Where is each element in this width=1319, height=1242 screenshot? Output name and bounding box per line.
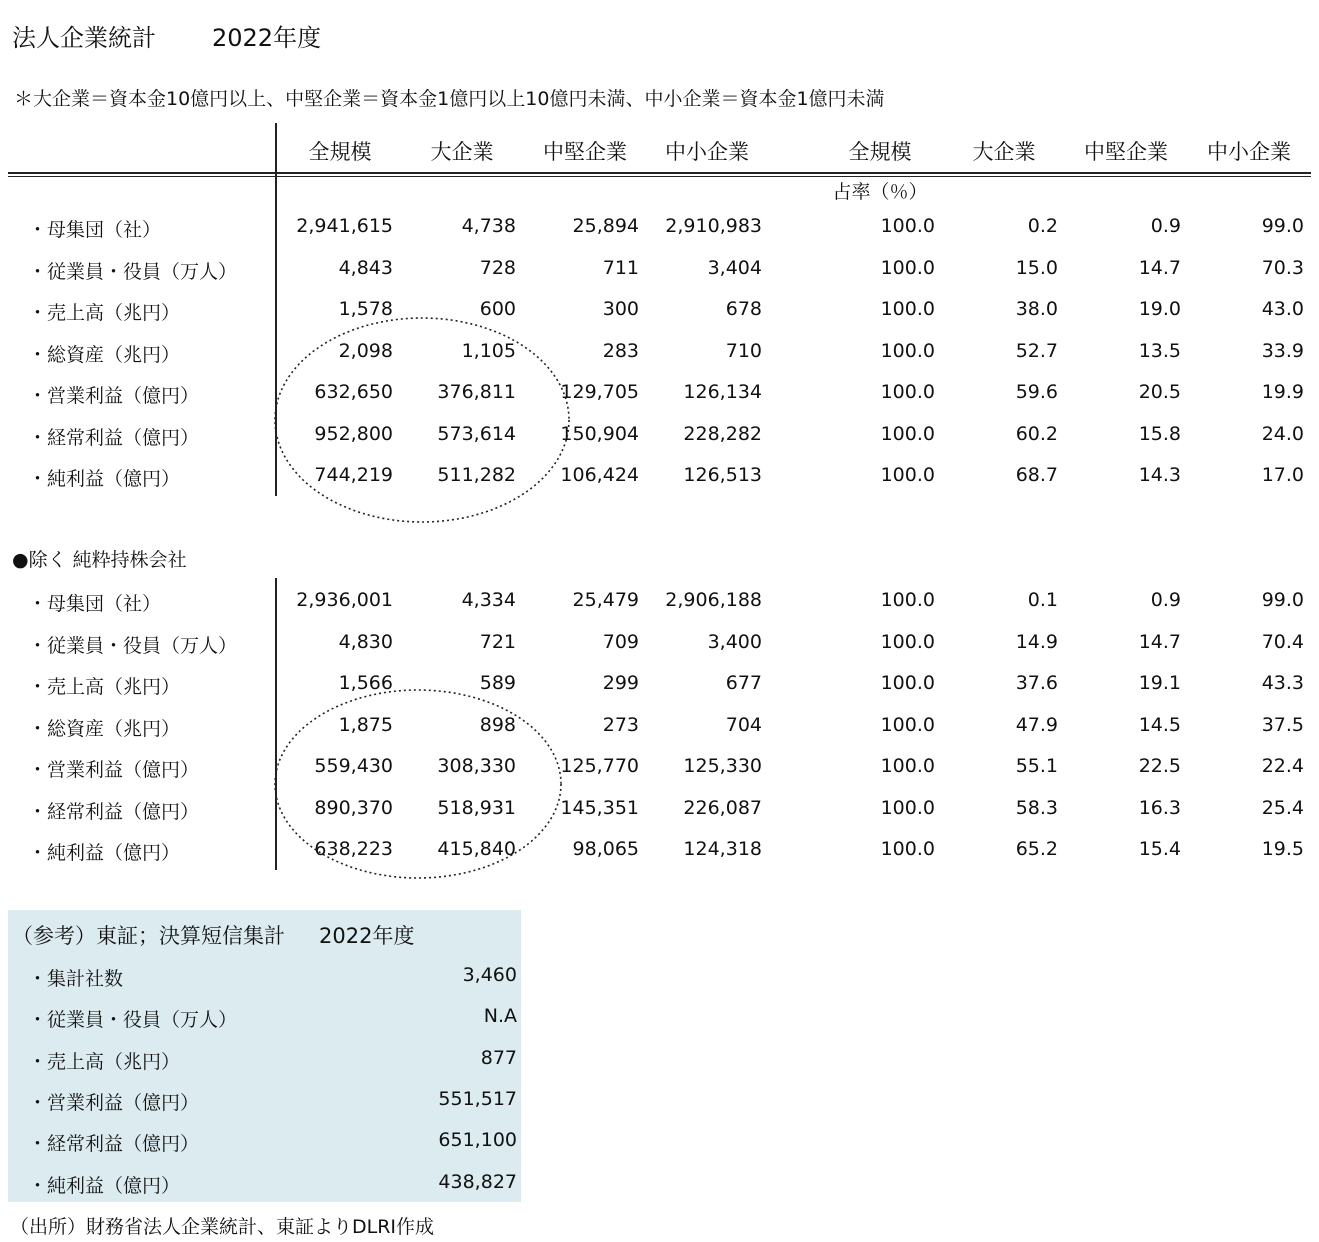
section1-cell: 2,941,615: [296, 215, 393, 237]
section1-cell: 100.0: [880, 298, 935, 320]
section1-cell: 100.0: [880, 422, 935, 445]
section1-row: [0, 249, 1319, 290]
section2-cell: 709: [602, 630, 639, 653]
section2-row-label: ・総資産（兆円）: [28, 717, 181, 740]
section1-cell: 17.0: [1261, 464, 1304, 486]
reference-row-value: 551,517: [438, 1087, 517, 1110]
section2-row: [0, 623, 1319, 664]
section2-cell: 14.7: [1138, 630, 1181, 653]
section2-cell: 273: [602, 713, 639, 736]
section1-row-label: ・営業利益（億円）: [28, 385, 200, 407]
section1-cell: 711: [602, 256, 639, 279]
section2-row-label: ・従業員・役員（万人）: [28, 634, 238, 657]
section1-cell: 25,894: [572, 215, 639, 237]
section2-cell: 19.1: [1138, 672, 1181, 694]
section2-cell: 100.0: [880, 755, 935, 777]
section2-cell: 125,770: [560, 755, 639, 777]
section2-cell: 124,318: [683, 838, 762, 860]
section1-cell: 728: [479, 256, 516, 279]
section2-row-label: ・純利益（億円）: [28, 842, 181, 864]
section2-cell: 559,430: [314, 755, 393, 777]
section2-cell: 99.0: [1261, 589, 1304, 611]
section1-cell: 600: [479, 298, 516, 320]
section1-cell: 1,105: [461, 339, 516, 362]
reference-row-value: N.A: [483, 1005, 517, 1028]
reference-title: [12, 920, 414, 950]
section2-cell: 65.2: [1015, 838, 1058, 860]
section1-row: [0, 415, 1319, 456]
section1-cell: 952,800: [314, 422, 393, 445]
section1-cell: 14.3: [1138, 464, 1181, 486]
section2-cell: 704: [725, 713, 762, 736]
section2-row: [0, 664, 1319, 705]
section2-cell: 58.3: [1015, 796, 1058, 819]
section1-cell: 99.0: [1261, 215, 1304, 237]
section2-cell: 22.4: [1261, 755, 1304, 777]
reference-title-text: （参考）東証；決算短信集計: [12, 924, 285, 948]
header-share-small: 中小企業: [1207, 140, 1291, 164]
section2-cell: 721: [479, 630, 516, 653]
section1-cell: 68.7: [1015, 464, 1058, 486]
section1-cell: 15.8: [1138, 422, 1181, 445]
section2-cell: 25.4: [1261, 796, 1304, 819]
section1-cell: 4,738: [461, 215, 516, 237]
section1-row: [0, 456, 1319, 497]
section1-cell: 126,134: [683, 381, 762, 403]
section2-cell: 100.0: [880, 838, 935, 860]
section1-cell: 0.9: [1150, 215, 1181, 237]
section1-cell: 678: [725, 298, 762, 320]
reference-row-label: ・営業利益（億円）: [28, 1091, 200, 1114]
section2-cell: 1,566: [338, 672, 393, 694]
reference-row-label: ・経常利益（億円）: [28, 1133, 200, 1156]
section1-row-label: ・経常利益（億円）: [28, 426, 200, 449]
section1-cell: 376,811: [437, 381, 516, 403]
section2-row: [0, 789, 1319, 830]
section1-cell: 126,513: [683, 464, 762, 486]
section2-row: [0, 830, 1319, 871]
section2-row: [0, 581, 1319, 622]
section1-cell: 24.0: [1261, 422, 1304, 445]
section1-cell: 70.3: [1261, 256, 1304, 279]
section2-cell: 415,840: [437, 838, 516, 860]
section2-cell: 47.9: [1015, 713, 1058, 736]
section1-row-label: ・母集団（社）: [28, 219, 162, 241]
section1-cell: 20.5: [1138, 381, 1181, 403]
section2-cell: 125,330: [683, 755, 762, 777]
reference-row: [8, 1163, 521, 1204]
section1-cell: 150,904: [560, 422, 639, 445]
section1-row: [0, 332, 1319, 373]
section1-cell: 3,404: [707, 256, 762, 279]
section1-row: [0, 373, 1319, 414]
page-title: [12, 18, 321, 53]
section1-cell: 100.0: [880, 464, 935, 486]
section2-cell: 43.3: [1261, 672, 1304, 694]
section2-cell: 589: [479, 672, 516, 694]
reference-row-label: ・従業員・役員（万人）: [28, 1009, 238, 1032]
section1-cell: 106,424: [560, 464, 639, 486]
definition-note: ＊大企業＝資本金10億円以上、中堅企業＝資本金1億円以上10億円未満、中小企業＝資本金1億円未満: [14, 88, 885, 110]
section1-row-label: ・売上高（兆円）: [28, 302, 181, 324]
section1-cell: 19.9: [1261, 381, 1304, 403]
section2-row-label: ・営業利益（億円）: [28, 759, 200, 781]
reference-row: [8, 1039, 521, 1080]
section1-cell: 43.0: [1261, 298, 1304, 320]
reference-row-label: ・純利益（億円）: [28, 1174, 181, 1197]
section2-cell: 100.0: [880, 630, 935, 653]
section1-cell: 52.7: [1015, 339, 1058, 362]
section2-row-label: ・経常利益（億円）: [28, 800, 200, 823]
section2-cell: 14.9: [1015, 630, 1058, 653]
section2-cell: 37.6: [1015, 672, 1058, 694]
section1-cell: 59.6: [1015, 381, 1058, 403]
title-year: 2022年度: [212, 24, 322, 52]
section1-cell: 511,282: [437, 464, 516, 486]
section2-cell: 145,351: [560, 796, 639, 819]
reference-row-label: ・集計社数: [28, 968, 124, 990]
header-share-large: 大企業: [972, 140, 1036, 164]
reference-row-value: 3,460: [462, 964, 517, 986]
section1-cell: 300: [602, 298, 639, 320]
section2-cell: 25,479: [572, 589, 639, 611]
section2-cell: 100.0: [880, 672, 935, 694]
section1-cell: 744,219: [314, 464, 393, 486]
reference-row: [8, 997, 521, 1038]
section1-cell: 100.0: [880, 381, 935, 403]
reference-row-value: 651,100: [438, 1129, 517, 1152]
section1-row-label: ・総資産（兆円）: [28, 343, 181, 366]
header-rule-top: [8, 172, 1311, 174]
section2-title: ●除く 純粋持株会社: [12, 549, 187, 571]
reference-row-value: 877: [480, 1046, 517, 1069]
section2-row: [0, 706, 1319, 747]
section1-row: [0, 207, 1319, 248]
header-share-all: 全規模: [848, 140, 912, 164]
section1-cell: 100.0: [880, 339, 935, 362]
section2-cell: 890,370: [314, 796, 393, 819]
reference-row-value: 438,827: [438, 1170, 517, 1193]
section1-row: [0, 290, 1319, 331]
section2-cell: 4,830: [338, 630, 393, 653]
section2-cell: 100.0: [880, 713, 935, 736]
section2-row: [0, 747, 1319, 788]
section1-cell: 33.9: [1261, 339, 1304, 362]
reference-row: [8, 956, 521, 997]
reference-row: [8, 1080, 521, 1121]
section2-cell: 2,906,188: [665, 589, 762, 611]
section2-cell: 299: [602, 672, 639, 694]
section1-cell: 129,705: [560, 381, 639, 403]
header-small: 中小企業: [665, 140, 749, 164]
section2-cell: 1,875: [338, 713, 393, 736]
section1-cell: 632,650: [314, 381, 393, 403]
section1-cell: 15.0: [1015, 256, 1058, 279]
section1-cell: 19.0: [1138, 298, 1181, 320]
section2-cell: 22.5: [1138, 755, 1181, 777]
section2-cell: 0.9: [1150, 589, 1181, 611]
header-share-mid: 中堅企業: [1084, 140, 1168, 164]
section2-cell: 898: [479, 713, 516, 736]
section1-cell: 0.2: [1027, 215, 1058, 237]
section2-cell: 15.4: [1138, 838, 1181, 860]
section2-cell: 4,334: [461, 589, 516, 611]
section1-cell: 4,843: [338, 256, 393, 279]
section2-cell: 677: [725, 672, 762, 694]
section2-cell: 37.5: [1261, 713, 1304, 736]
section2-cell: 308,330: [437, 755, 516, 777]
source-note: （出所）財務省法人企業統計、東証よりDLRI作成: [10, 1216, 435, 1238]
title-text: 法人企業統計: [12, 24, 156, 52]
section2-cell: 100.0: [880, 589, 935, 611]
header-large: 大企業: [430, 140, 494, 164]
section2-cell: 0.1: [1027, 589, 1058, 611]
section1-cell: 14.7: [1138, 256, 1181, 279]
section2-cell: 19.5: [1261, 838, 1304, 860]
section1-cell: 100.0: [880, 256, 935, 279]
section1-cell: 573,614: [437, 422, 516, 445]
section1-cell: 13.5: [1138, 339, 1181, 362]
section1-row-label: ・純利益（億円）: [28, 468, 181, 490]
section2-cell: 70.4: [1261, 630, 1304, 653]
section2-cell: 14.5: [1138, 713, 1181, 736]
reference-year: 2022年度: [319, 924, 415, 948]
section2-row-label: ・母集団（社）: [28, 593, 162, 615]
section1-cell: 2,098: [338, 339, 393, 362]
section2-cell: 16.3: [1138, 796, 1181, 819]
section1-row-label: ・従業員・役員（万人）: [28, 260, 238, 283]
section1-cell: 228,282: [683, 422, 762, 445]
section2-cell: 55.1: [1015, 755, 1058, 777]
reference-row-label: ・売上高（兆円）: [28, 1050, 181, 1073]
section1-cell: 2,910,983: [665, 215, 762, 237]
section2-cell: 518,931: [437, 796, 516, 819]
section2-cell: 100.0: [880, 796, 935, 819]
section1-cell: 100.0: [880, 215, 935, 237]
section1-cell: 283: [602, 339, 639, 362]
header-all-size: 全規模: [308, 140, 372, 164]
share-label: 占率（％）: [832, 181, 928, 203]
section1-cell: 1,578: [338, 298, 393, 320]
section2-cell: 638,223: [314, 838, 393, 860]
section2-cell: 226,087: [683, 796, 762, 819]
header-mid: 中堅企業: [543, 140, 627, 164]
header-rule-bottom: [8, 176, 1311, 177]
section2-cell: 2,936,001: [296, 589, 393, 611]
section1-cell: 60.2: [1015, 422, 1058, 445]
section1-cell: 710: [725, 339, 762, 362]
section2-row-label: ・売上高（兆円）: [28, 676, 181, 698]
reference-row: [8, 1121, 521, 1162]
section2-cell: 3,400: [707, 630, 762, 653]
section2-cell: 98,065: [572, 838, 639, 860]
section1-cell: 38.0: [1015, 298, 1058, 320]
